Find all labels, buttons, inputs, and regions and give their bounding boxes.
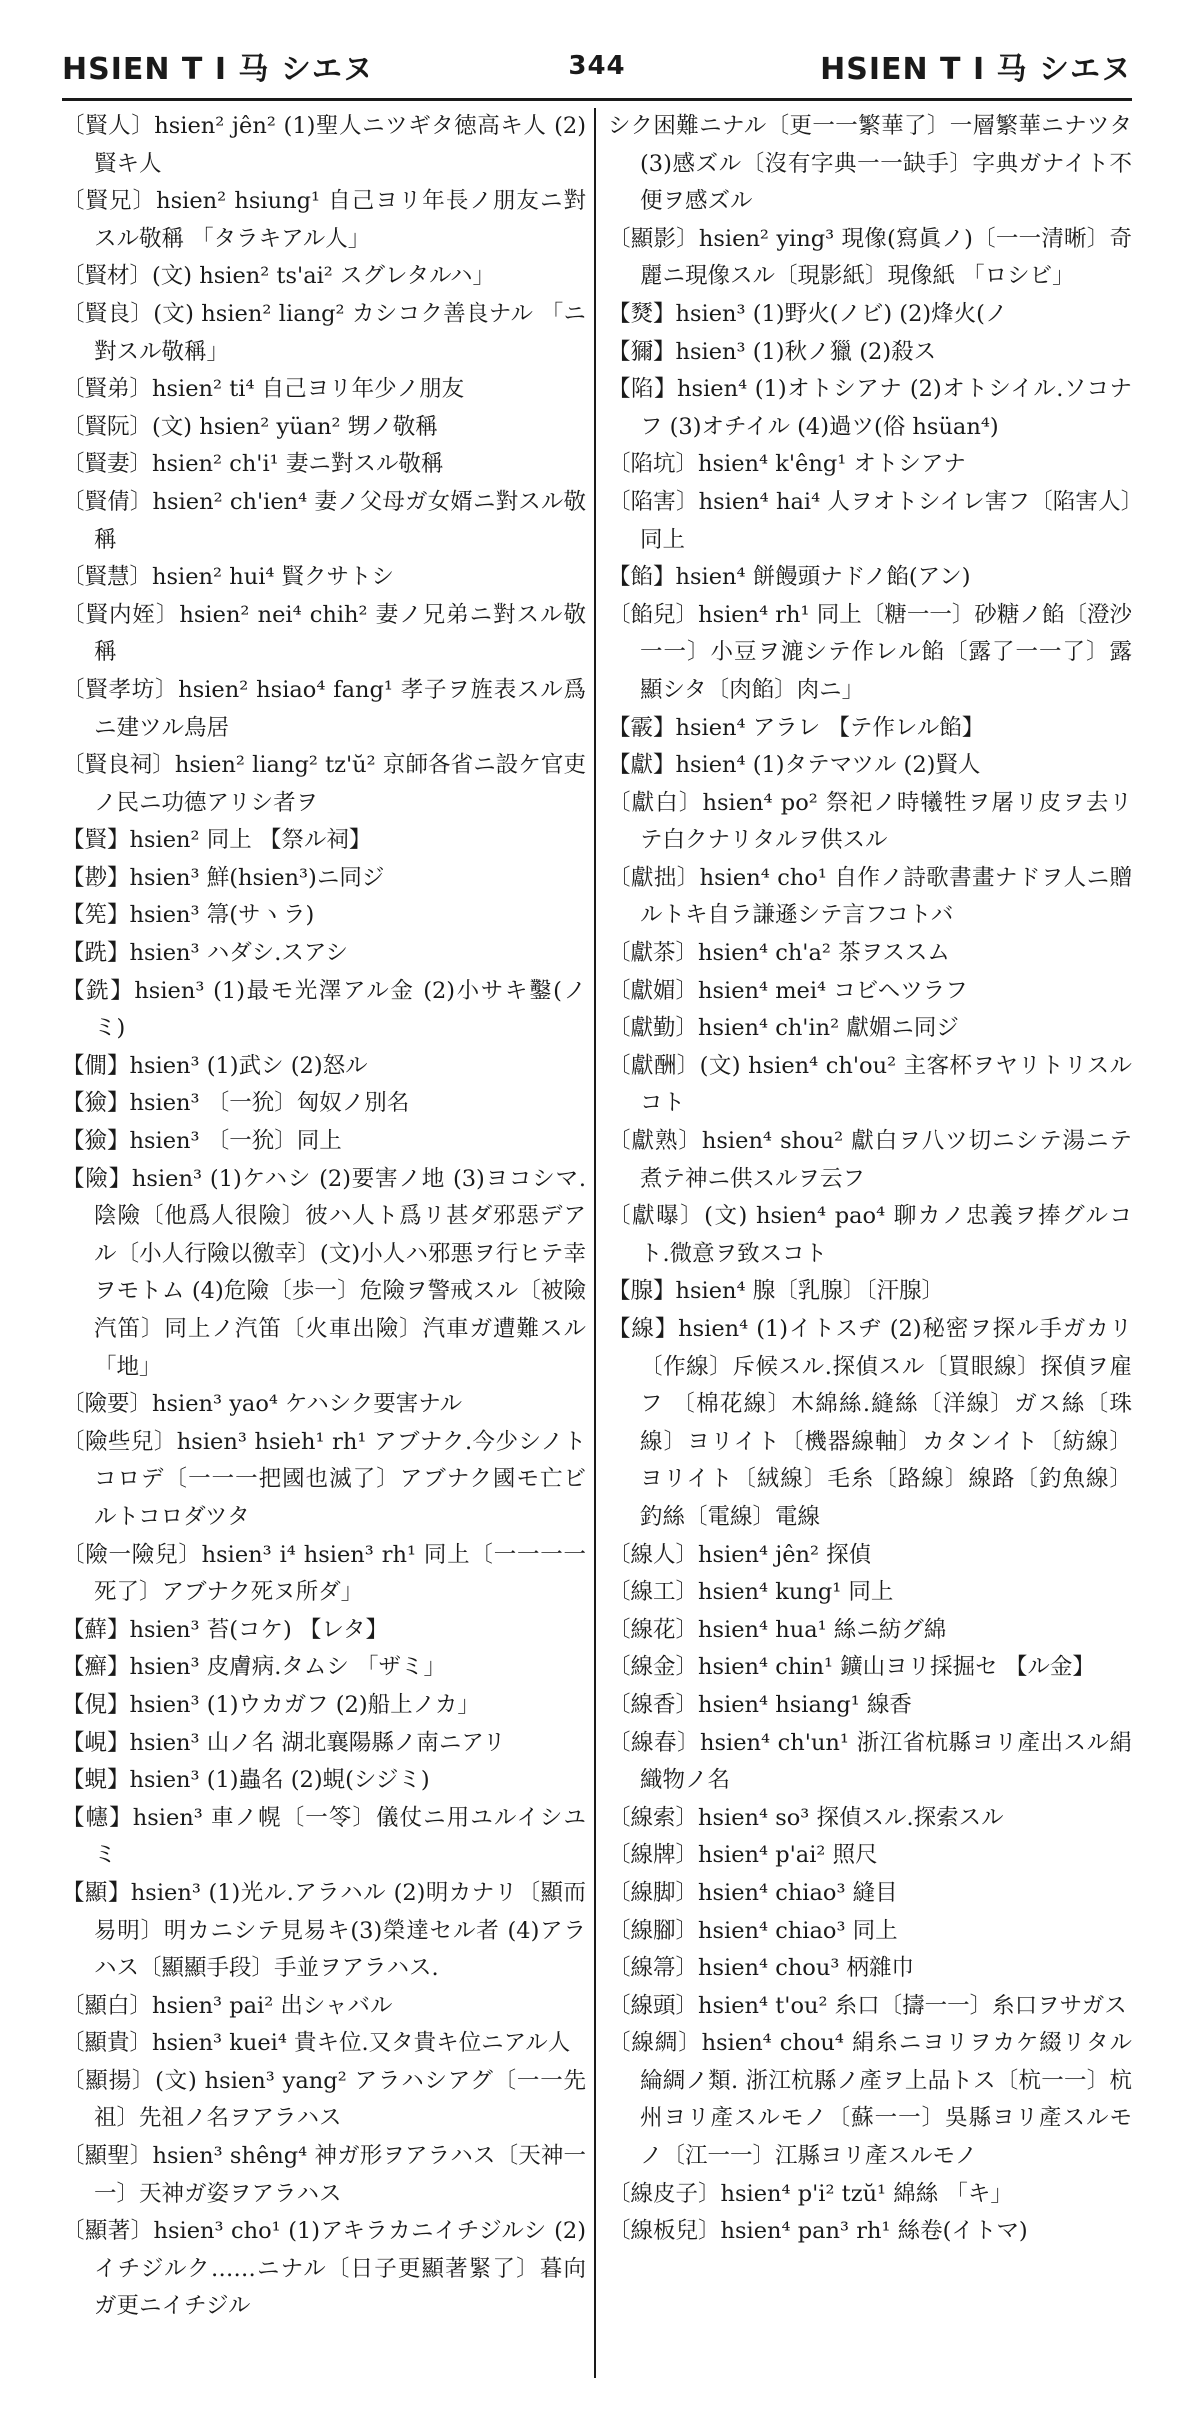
dictionary-entry: 〔顯白〕hsien³ pai² 出シャバル — [62, 1992, 393, 2019]
dictionary-entry: 〔獻勤〕hsien⁴ ch'in² 獻媚ニ同ジ — [608, 1015, 959, 1042]
dictionary-entry: 【險】hsien³ (1)ケハシ (2)要害ノ地 (3)ヨコシマ.陰險〔他爲人很險〕彼ハ人ト爲リ甚ダ邪惡デアル〔小人行險以徼幸〕(文)小人ハ邪悪ヲ行ヒテ幸ヲモトム (4)危險〔歩一〕危險ヲ警戒スル〔被險汽笛〕同上ノ汽笛〔火車出險〕汽車ガ遭難スル 「地」 — [62, 1165, 586, 1380]
dictionary-entry: 〔線綢〕hsien⁴ chou⁴ 絹糸ニヨリヲカケ綴リタル綸綢ノ類. 浙江杭縣ノ產ヲ上品トス〔杭一一〕杭州ヨリ產スルモノ〔蘇一一〕吳縣ヨリ產スルモノ〔江一一〕江縣ヨリ產スルモノ — [608, 2030, 1132, 2170]
left-column — [62, 108, 596, 2378]
dictionary-entry: 〔賢阮〕(文) hsien² yüan² 甥ノ敬稱 — [62, 413, 438, 440]
dictionary-entry: 〔線頭〕hsien⁴ t'ou² 糸口〔擣一一〕糸口ヲサガス — [608, 1992, 1127, 2019]
dictionary-entry: 〔賢人〕hsien² jên² (1)聖人ニツギタ徳高キ人 (2)賢キ人 — [62, 113, 586, 177]
dictionary-entry: 【蘚】hsien³ 苔(コケ) 【レタ】 — [62, 1616, 389, 1643]
dictionary-entry: シク困難ニナル〔更一一繁華了〕一層繁華ニナツタ (3)感ズル〔沒有字典一一缺手〕字典ガナイト不便ヲ感ズル — [608, 113, 1132, 215]
dictionary-entry: 〔賢材〕(文) hsien² ts'ai² スグレタルハ」 — [62, 263, 496, 290]
dictionary-entry: 〔賢弟〕hsien² ti⁴ 自己ヨリ年少ノ朋友 — [62, 376, 465, 403]
dictionary-entry: 〔賢慧〕hsien² hui⁴ 賢クサトシ — [62, 564, 395, 591]
dictionary-entry: 〔險要〕hsien³ yao⁴ ケハシク要害ナル — [62, 1391, 463, 1418]
dictionary-entry: 【峴】hsien³ 山ノ名 湖北襄陽縣ノ南ニアリ — [62, 1729, 506, 1756]
dictionary-entry: 【顯】hsien³ (1)光ル.アラハル (2)明カナリ〔顯而易明〕明カニシテ見易キ(3)榮達セル者 (4)アラハス〔顯顯手段〕手並ヲアラハス. — [62, 1879, 586, 1982]
dictionary-entry: 〔顯影〕hsien² ying³ 現像(寫眞ノ)〔一一清晰〕奇麗ニ現像スル〔現影紙〕現像紙 「ロシビ」 — [608, 225, 1132, 290]
dictionary-entry: 〔顯著〕hsien³ cho¹ (1)アキラカニイチジルシ (2)イチジルク……ニナル〔日子更顯著緊了〕暮向ガ更ニイチジル — [62, 2218, 586, 2320]
dictionary-entry: 〔線春〕hsien⁴ ch'un¹ 浙江省杭縣ヨリ產出スル絹織物ノ名 — [608, 1729, 1132, 1794]
dictionary-entry: 〔獻拙〕hsien⁴ cho¹ 自作ノ詩歌書畫ナドヲ人ニ贈ルトキ自ラ謙遜シテ言フコトバ — [608, 864, 1132, 929]
dictionary-entry: 【線】hsien⁴ (1)イトスヂ (2)秘密ヲ探ル手ガカリ〔作線〕斥候スル.探偵スル〔買眼線〕探偵ヲ雇フ 〔棉花線〕木綿絲.縫絲〔洋線〕ガス絲〔珠線〕ヨリイト〔機器線軸〕カタンイト〔紡線〕ヨリイト〔絨線〕毛糸〔路線〕線路〔釣魚線〕釣絲〔電線〕電線 — [608, 1316, 1132, 1530]
dictionary-entry: 〔線人〕hsien⁴ jên² 探偵 — [608, 1541, 872, 1568]
header-right: HSIEN T I 马 シエヌ — [820, 52, 1132, 87]
dictionary-entry: 〔賢内姪〕hsien² nei⁴ chih² 妻ノ兄弟ニ對スル敬稱 — [62, 601, 586, 666]
dictionary-entry: 〔獻曝〕(文) hsien⁴ pao⁴ 聊カノ忠義ヲ捧グルコト.微意ヲ致スコト — [608, 1203, 1132, 1267]
dictionary-entry: 〔線花〕hsien⁴ hua¹ 絲ニ紡グ綿 — [608, 1616, 947, 1643]
dictionary-entry: 〔線金〕hsien⁴ chin¹ 鑛山ヨリ採掘セ 【ル金】 — [608, 1654, 1095, 1681]
page-number: 344 — [568, 51, 626, 81]
dictionary-entry: 〔線脚〕hsien⁴ chiao³ 縫目 — [608, 1879, 898, 1906]
dictionary-entry: 【筅】hsien³ 箒(サヽラ) — [62, 902, 315, 929]
dictionary-entry: 【霰】hsien⁴ アラレ 【テ作レル餡】 — [608, 714, 985, 741]
right-column — [596, 108, 1132, 2378]
dictionary-entry: 〔獻白〕hsien⁴ po² 祭祀ノ時犧牲ヲ屠リ皮ヲ去リテ白クナリタルヲ供スル — [608, 789, 1132, 854]
dictionary-entry: 〔顯聖〕hsien³ shêng⁴ 神ガ形ヲアラハス〔天神一一〕天神ガ姿ヲアラハス — [62, 2143, 586, 2207]
dictionary-entry: 〔顯貴〕hsien³ kuei⁴ 貴キ位.又タ貴キ位ニアル人 — [62, 2030, 571, 2057]
dictionary-entry: 【尠】hsien³ 鮮(hsien³)ニ同ジ — [62, 864, 385, 891]
dictionary-entry: 〔顯揚〕(文) hsien³ yang² アラハシアグ〔一一先祖〕先祖ノ名ヲアラハス — [62, 2067, 586, 2132]
dictionary-entry: 【蜆】hsien³ (1)蟲名 (2)蜆(シジミ) — [62, 1767, 430, 1794]
dictionary-entry: 〔獻酬〕(文) hsien⁴ ch'ou² 主客杯ヲヤリトリスルコト — [608, 1052, 1132, 1117]
dictionary-entry: 〔線牌〕hsien⁴ p'ai² 照尺 — [608, 1842, 878, 1869]
dictionary-entry: 〔獻媚〕hsien⁴ mei⁴ コビヘツラフ — [608, 977, 968, 1004]
dictionary-entry: 【僩】hsien³ (1)武シ (2)怒ル — [62, 1052, 368, 1079]
dictionary-entry: 〔賢倩〕hsien² ch'ien⁴ 妻ノ父母ガ女婿ニ對スル敬稱 — [62, 488, 586, 553]
dictionary-entry: 〔陷坑〕hsien⁴ k'êng¹ オトシアナ — [608, 451, 966, 478]
dictionary-entry: 〔線箒〕hsien⁴ chou³ 柄雜巾 — [608, 1955, 915, 1982]
dictionary-entry: 〔線板兒〕hsien⁴ pan³ rh¹ 絲卷(イトマ) — [608, 2218, 1028, 2245]
page-header — [62, 36, 1132, 96]
dictionary-entry: 〔線工〕hsien⁴ kung¹ 同上 — [608, 1579, 894, 1606]
dictionary-entry: 【獮】hsien³ (1)秋ノ獵 (2)殺ス — [608, 338, 937, 365]
dictionary-entry: 〔賢良祠〕hsien² liang² tz'ŭ² 京師各省ニ設ケ官吏ノ民ニ功德アリシ者ヲ — [62, 752, 586, 816]
dictionary-entry: 【俔】hsien³ (1)ウカガフ (2)船上ノカ」 — [62, 1691, 480, 1718]
dictionary-entry: 〔險些兒〕hsien³ hsieh¹ rh¹ アブナク.今少シノトコロデ〔一一一把國也滅了〕アブナク國モ亡ビルトコロダツタ — [62, 1428, 586, 1530]
dictionary-entry: 【獻】hsien⁴ (1)タテマツル (2)賢人 — [608, 752, 981, 779]
dictionary-entry: 〔獻熟〕hsien⁴ shou² 獻白ヲ八ツ切ニシテ湯ニテ煮テ神ニ供スルヲ云フ — [608, 1128, 1132, 1192]
header-left: HSIEN T I 马 シエヌ — [62, 52, 374, 87]
dictionary-entry: 〔險一險兒〕hsien³ i⁴ hsien³ rh¹ 同上〔一一一一死了〕アブナク死ヌ所ダ」 — [62, 1541, 586, 1606]
dictionary-entry: 〔賢妻〕hsien² ch'i¹ 妻ニ對スル敬稱 — [62, 451, 444, 478]
dictionary-entry: 【跣】hsien³ ハダシ.スアシ — [62, 940, 348, 967]
dictionary-entry: 〔賢兄〕hsien² hsiung¹ 自己ヨリ年長ノ朋友ニ對スル敬稱 「タラキアル人」 — [62, 188, 586, 252]
dictionary-entry: 【陷】hsien⁴ (1)オトシアナ (2)オトシイル.ソコナフ (3)オチイル (4)過ツ(俗 hsüan⁴) — [608, 376, 1132, 440]
dictionary-entry: 〔賢良〕(文) hsien² liang² カシコク善良ナル 「ニ對スル敬稱」 — [62, 300, 586, 365]
dictionary-entry: 【腺】hsien⁴ 腺〔乳腺〕〔汗腺〕 — [608, 1278, 944, 1305]
dictionary-entry: 【燹】hsien³ (1)野火(ノビ) (2)烽火(ノ — [608, 300, 1008, 327]
dictionary-entry: 〔獻茶〕hsien⁴ ch'a² 茶ヲススム — [608, 940, 950, 967]
dictionary-entry: 【幰】hsien³ 車ノ幌〔一笭〕儀仗ニ用ユルイシユミ — [62, 1804, 586, 1869]
dictionary-entry: 【獫】hsien³ 〔一狁〕匈奴ノ別名 — [62, 1090, 410, 1117]
dictionary-entry: 〔線皮子〕hsien⁴ p'i² tzŭ¹ 綿絲 「キ」 — [608, 2180, 1013, 2207]
dictionary-entry: 【獫】hsien³ 〔一狁〕同上 — [62, 1128, 342, 1155]
header-rule — [62, 98, 1132, 101]
dictionary-entry: 〔線腳〕hsien⁴ chiao³ 同上 — [608, 1917, 898, 1944]
dictionary-entry: 〔線索〕hsien⁴ so³ 探偵スル.探索スル — [608, 1804, 1004, 1831]
dictionary-entry: 〔賢孝坊〕hsien² hsiao⁴ fang¹ 孝子ヲ旌表スル爲ニ建ツル鳥居 — [62, 676, 586, 741]
dictionary-entry: 【餡】hsien⁴ 餅饅頭ナドノ餡(アン) — [608, 564, 971, 591]
dictionary-entry: 【賢】hsien² 同上 【祭ル祠】 — [62, 827, 372, 854]
dictionary-entry: 【癬】hsien³ 皮膚病.タムシ 「ザミ」 — [62, 1654, 447, 1681]
dictionary-entry: 〔線香〕hsien⁴ hsiang¹ 線香 — [608, 1691, 912, 1718]
dictionary-entry: 【銑】hsien³ (1)最モ光澤アル金 (2)小サキ鑿(ノミ) — [62, 977, 586, 1042]
dictionary-columns — [62, 108, 1132, 2378]
dictionary-entry: 〔餡兒〕hsien⁴ rh¹ 同上〔糖一一〕砂糖ノ餡〔澄沙一一〕小豆ヲ漉シテ作レル餡〔露了一一了〕露顯シタ〔肉餡〕肉ニ」 — [608, 601, 1132, 703]
dictionary-entry: 〔陷害〕hsien⁴ hai⁴ 人ヲオトシイレ害フ〔陷害人〕同上 — [608, 488, 1132, 553]
